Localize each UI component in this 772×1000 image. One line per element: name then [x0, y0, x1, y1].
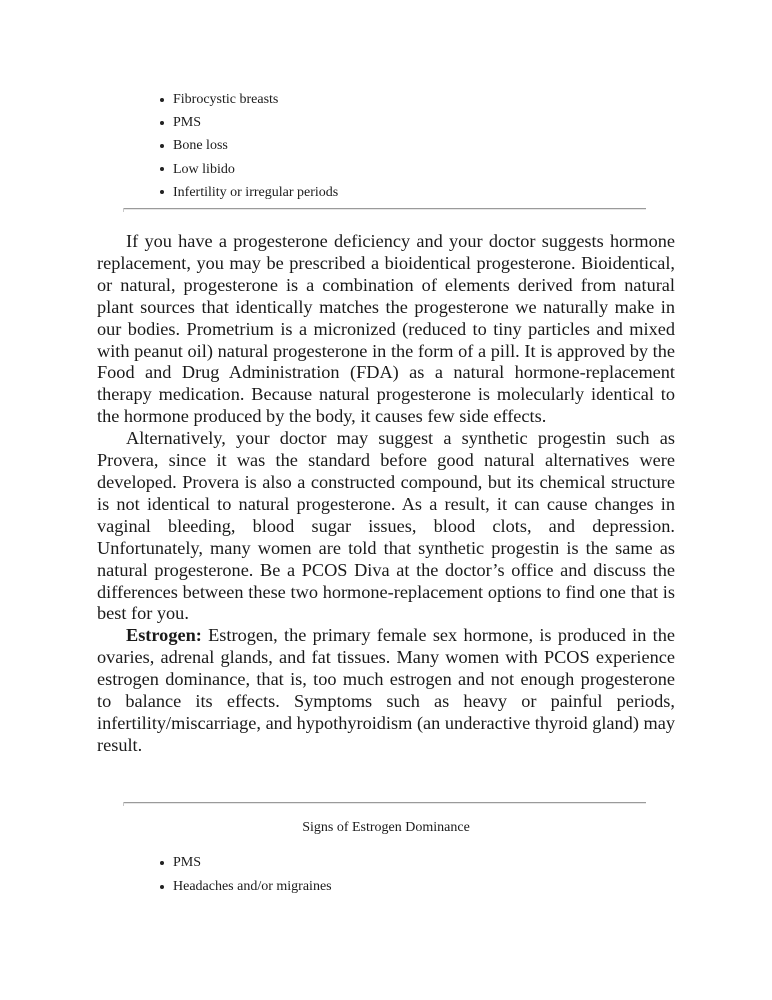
symptom-list [157, 88, 338, 204]
paragraph-progesterone-replacement: If you have a progesterone deficiency and your doctor suggests hormone replacement, you may be prescribed a bioidentical progesterone. Bioidentical, or natural, progesterone is a combination of elements derived from natural plant sources that identically matches the progesterone we naturally make in our bodies. Prometrium is a micronized (reduced to tiny particles and mixed with peanut oil) natural progesterone in the form of a pill. It is approved by the Food and Drug Administration (FDA) as a natural hormone-replacement therapy medication. Because natural progesterone is molecularly identical to the hormone produced by the body, it causes few side effects. [97, 231, 675, 427]
sidebar-box-title: Signs of Estrogen Dominance [302, 820, 470, 835]
horizontal-divider [124, 802, 646, 804]
list-item: Fibrocystic breasts [157, 88, 338, 111]
body-text [97, 231, 675, 757]
list-item: Headaches and/or migraines [157, 875, 332, 899]
list-item: PMS [157, 851, 332, 875]
estrogen-heading: Estrogen: [126, 625, 202, 646]
list-item: PMS [157, 111, 338, 134]
list-item: Bone loss [157, 134, 338, 157]
estrogen-dominance-list [157, 851, 332, 899]
list-item: Infertility or irregular periods [157, 181, 338, 204]
horizontal-divider [124, 208, 646, 210]
paragraph-synthetic-progestin: Alternatively, your doctor may suggest a synthetic progestin such as Provera, since it was the standard before good natural alternatives were developed. Provera is also a constructed compound, but its chemical structure is not identical to natural progesterone. As a result, it can cause changes in vaginal bleeding, blood sugar issues, blood clots, and depression. Unfortunately, many women are told that synthetic progestin is the same as natural progesterone. Be a PCOS Diva at the doctor’s office and discuss the differences between these two hormone-replacement options to find one that is best for you. [97, 428, 675, 624]
paragraph-estrogen [97, 625, 675, 756]
list-item: Low libido [157, 158, 338, 181]
estrogen-text: Estrogen, the primary female sex hormone, is produced in the ovaries, adrenal glands, and fat tissues. Many women with PCOS experience estrogen dominance, that is, too much estrogen and not enough progesterone to balance its effects. Symptoms such as heavy or painful periods, infertility/miscarriage, and hypothyroidism (an underactive thyroid gland) may result. [97, 625, 675, 755]
